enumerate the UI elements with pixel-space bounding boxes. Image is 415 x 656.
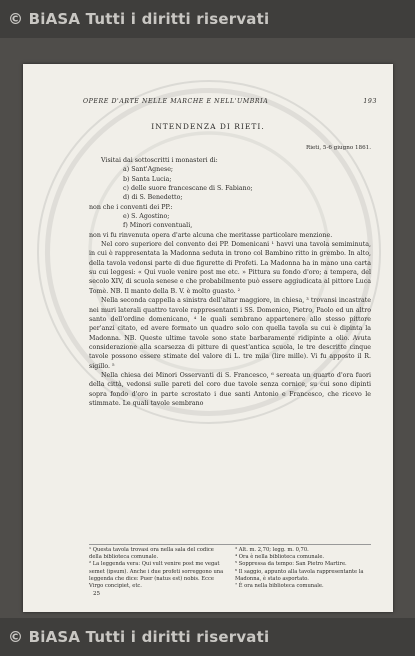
paragraph: Nel coro superiore del convento dei PP. Domenicani ¹ havvi una tavola semiminuta, in cui è rappresentata la Madonna seduta in trono col Bambino ritto in grembo. In alto, della tavola vedonsi parte di due figurette di Profeti. La Madonna ha in mano una carta su cui leggesi: « Qui vuole venire post me etc. » Pittura su fondo d'oro; a tempera, del secolo XIV, di scuola senese e che probabilmente può essere aggiudicata al pittore Luca Tomè. NB. Il manto della B. V. è molto guasto. ² bbox=[89, 241, 371, 295]
body-text bbox=[89, 156, 371, 408]
paragraph: Nella chiesa dei Minori Osservanti di S. Francesco, ⁶ sereata un quarto d'ora fuori della città, vedonsi sulle pareti del coro due tavole senza cornice, su cui sono dipinti sopra fondo d'oro in parte scrostato i due santi Antonio e Francesco, che ricevo le stimmate. Le quali tavole sembrano bbox=[89, 371, 371, 407]
watermark-top-text: © BiASA Tutti i diritti riservati bbox=[8, 10, 270, 28]
footnote: ² La leggenda vera: Qui vult venire post me vegat semet (ipsum). Anche i due profeti sorreggono una leggenda che dice: Puer (natus est) nobis. Ecce Virgo concipiet, etc. bbox=[89, 561, 224, 590]
watermark-bottom bbox=[0, 618, 415, 656]
footnotes-right bbox=[235, 547, 371, 590]
footnote: ⁶ Il saggio, appunto alla tavola rappresentante la Madonna, è stato asportato. bbox=[235, 568, 364, 582]
footnote: ⁴ Ora è nella biblioteca comunale. bbox=[235, 554, 325, 561]
paragraph: Nella seconda cappella a sinistra dell'altar maggiore, in chiesa, ³ trovansi incastrate nei muri laterali quattro tavole rappresentanti i SS. Domenico, Pietro, Paolo ed un altro santo dell'ordine domenicano, ⁴ le quali sembrano appartenere allo stesso pittore per'anzi citato, ed avere formato un quadro solo con quella tavola su cui è dipinta la Madonna. NB. Queste ultime tavole sono state barbaramente ridipinte a olio. Avuta considerazione alla scarsezza di pitture di quest'antica scuola, le tre descritte cinque tavole possono essere stimate del valore di L. tre mila (lire mille). Vi fu apposto il R. sigillo. ⁵ bbox=[89, 297, 371, 370]
footnote: ¹ Questa tavola trovasi ora nella sala del codice della biblioteca comunale. bbox=[89, 547, 214, 561]
watermark-top bbox=[0, 0, 415, 38]
footnote: ³ Alt. m. 2,70; legg. m. 0,70. bbox=[235, 547, 309, 553]
footnote: ⁷ È ora nella biblioteca comunale. bbox=[235, 583, 324, 590]
list-item: b) Santa Lucia; bbox=[123, 175, 172, 183]
running-head bbox=[83, 98, 377, 105]
scanned-page bbox=[23, 64, 393, 612]
paragraph: Visitai dai sottoscritti i monasteri di: bbox=[101, 157, 218, 164]
paragraph: non vi fu rinvenuta opera d'arte alcuna che meritasse particolare menzione. bbox=[89, 231, 333, 239]
running-head-left: OPERE D'ARTE NELLE MARCHE E NELL'UMBRIA bbox=[83, 98, 269, 105]
watermark-bottom-text: © BiASA Tutti i diritti riservati bbox=[8, 628, 270, 646]
page-number-bottom: 25 bbox=[93, 591, 100, 597]
footnote: ⁵ Soppressa da tempo: San Pietro Martire. bbox=[235, 561, 347, 568]
page-number-top: 193 bbox=[363, 98, 377, 105]
list-item: a) Sant'Agnese; bbox=[123, 166, 174, 174]
footnotes bbox=[89, 544, 371, 590]
list-item: f) Minori conventuali, bbox=[123, 222, 193, 230]
list-item: d) di S. Benedetto; bbox=[123, 194, 183, 202]
list-item: c) delle suore francescane di S. Fabiano; bbox=[123, 185, 253, 193]
list-item: e) S. Agostino; bbox=[123, 213, 170, 221]
paragraph: non che i conventi dei PP.: bbox=[89, 203, 173, 211]
footnotes-left bbox=[89, 547, 225, 590]
section-title: INTENDENZA DI RIETI. bbox=[151, 122, 265, 131]
dateline: Rieti, 5-6 giugno 1861. bbox=[305, 145, 371, 151]
